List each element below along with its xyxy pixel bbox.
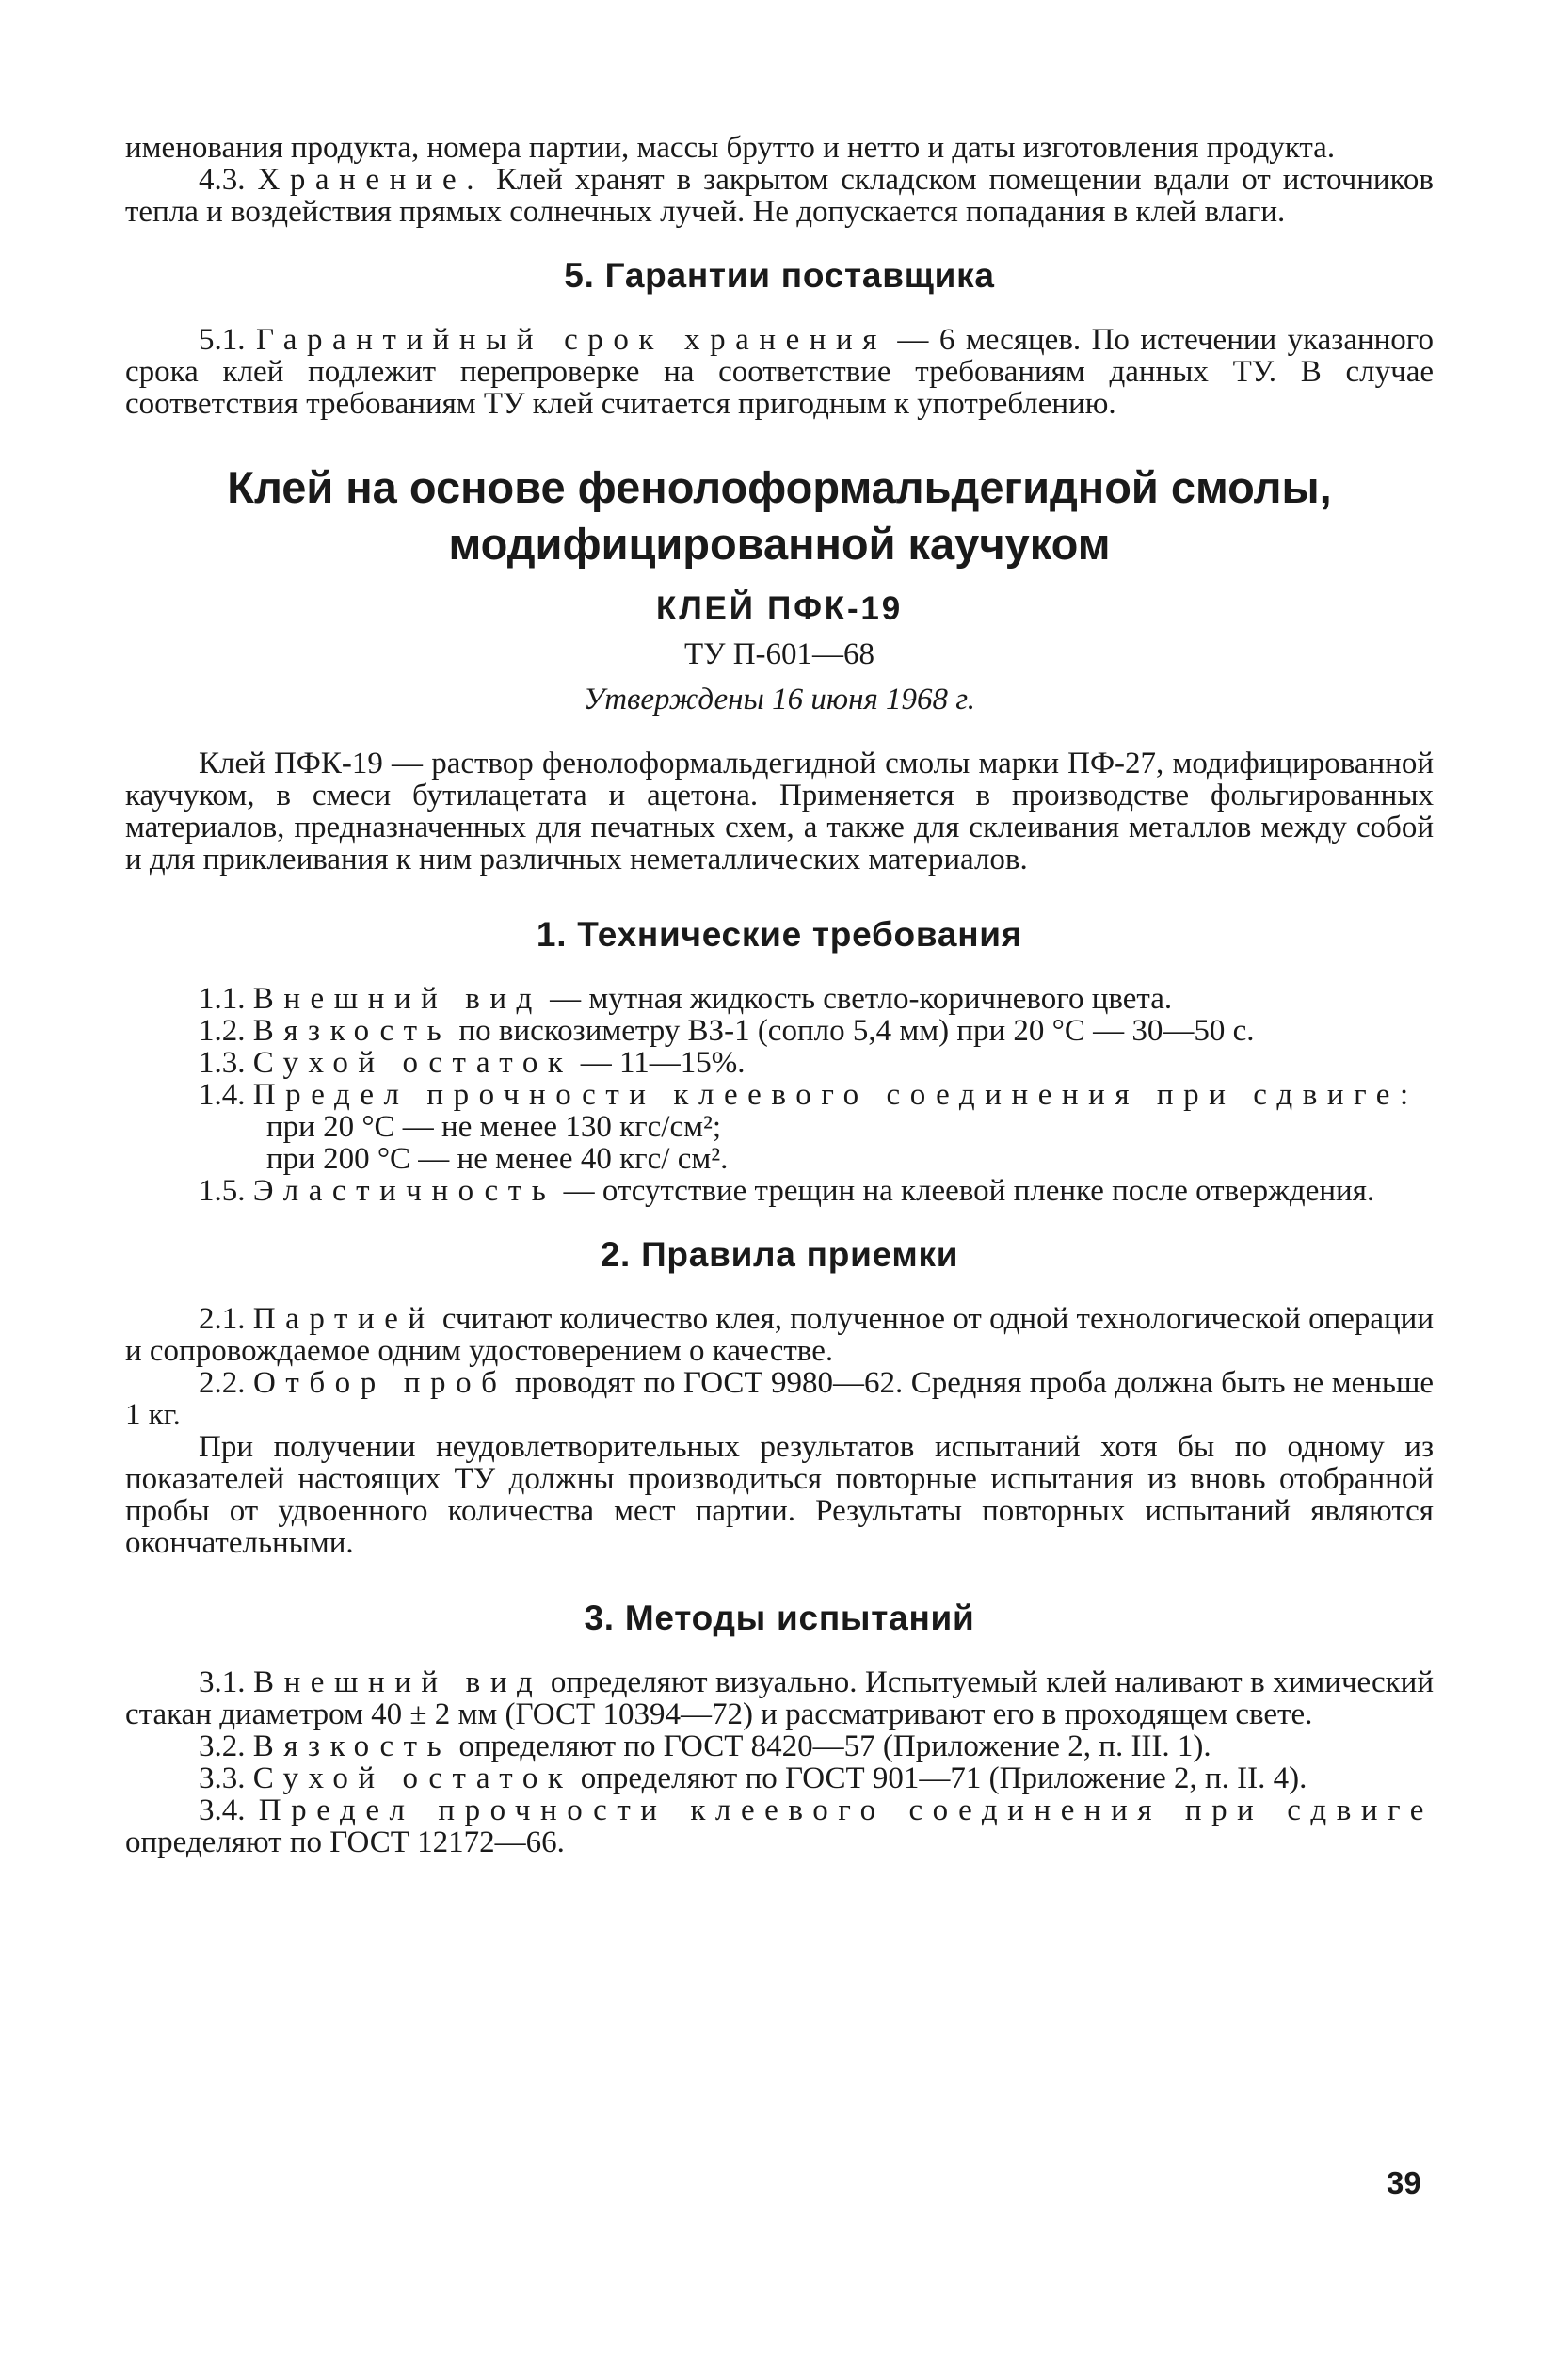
page-number: 39 bbox=[1387, 2165, 1421, 2200]
title-line-2: модифицированной каучуком bbox=[448, 519, 1111, 569]
glue-name: КЛЕЙ ПФК-19 bbox=[656, 590, 903, 627]
item-1-3: 1.3. Сухой остаток — 11—15%. bbox=[199, 1046, 746, 1080]
tu-number: ТУ П-601—68 bbox=[683, 637, 875, 671]
item-1-4-sub-1: при 20 °С — не менее 130 кгс/см²; bbox=[266, 1110, 722, 1144]
paragraph-5-1: 5.1. Гарантийный срок хранения — 6 месяцев. По истечении указанного срока клей подлежит перепроверке на соответствие требованиям данных ТУ. В случае соответствия требованиям ТУ клей считается пригодным к употреблению. bbox=[125, 323, 1435, 421]
section-2-title: 2. Правила приемки bbox=[600, 1235, 959, 1274]
document-page bbox=[125, 132, 1434, 1858]
approval-date: Утверждены 16 июня 1968 г. bbox=[583, 683, 975, 716]
item-3-4: 3.4. Предел прочности клеевого соединения при сдвиге определяют по ГОСТ 12172—66. bbox=[125, 1793, 1434, 1859]
item-2-2: 2.2. Отбор проб проводят по ГОСТ 9980—62. Средняя проба должна быть не меньше 1 кг. bbox=[125, 1366, 1435, 1432]
section-5-title: 5. Гарантии поставщика bbox=[564, 256, 995, 295]
continued-paragraph: именования продукта, номера партии, массы брутто и нетто и даты изготовления продукта. bbox=[125, 131, 1336, 165]
item-2-1: 2.1. Партией считают количество клея, полученное от одной технологической операции и сопровождаемое одним удостоверением о качестве. bbox=[125, 1302, 1434, 1368]
item-3-1: 3.1. Внешний вид определяют визуально. Испытуемый клей наливают в химический стакан диаметром 40 ± 2 мм (ГОСТ 10394—72) и рассматривают его в проходящем свете. bbox=[125, 1665, 1435, 1731]
item-3-2: 3.2. Вязкость определяют по ГОСТ 8420—57 (Приложение 2, п. III. 1). bbox=[199, 1729, 1211, 1763]
term-warranty: Гарантийный срок хранения bbox=[255, 323, 887, 357]
title-line-1: Клей на основе фенолоформальдегидной смолы, bbox=[227, 462, 1332, 512]
item-1-1: 1.1. Внешний вид — мутная жидкость светло-коричневого цвета. bbox=[199, 982, 1173, 1016]
item-1-5: 1.5. Эластичность — отсутствие трещин на клеевой пленке после отверждения. bbox=[199, 1174, 1375, 1208]
item-1-2: 1.2. Вязкость по вискозиметру ВЗ-1 (сопло 5,4 мм) при 20 °С — 30—50 с. bbox=[199, 1014, 1255, 1048]
retest-paragraph: При получении неудовлетворительных результатов испытаний хотя бы по одному из показателей настоящих ТУ должны производиться повторные испытания из вновь отобранной пробы от удвоенного количества мест партии. Результаты повторных испытаний являются окончательными. bbox=[125, 1430, 1434, 1560]
section-3-title: 3. Методы испытаний bbox=[584, 1599, 975, 1637]
document-title bbox=[125, 459, 1434, 572]
item-1-4: 1.4. Предел прочности клеевого соединения при сдвиге: bbox=[199, 1078, 1419, 1112]
paragraph-4-3: 4.3. Хранение. Клей хранят в закрытом складском помещении вдали от источников тепла и воздействия прямых солнечных лучей. Не допускается попадания в клей влаги. bbox=[125, 163, 1435, 229]
item-1-4-sub-2: при 200 °С — не менее 40 кгс/ см². bbox=[266, 1142, 729, 1176]
intro-paragraph: Клей ПФК-19 — раствор фенолоформальдегидной смолы марки ПФ-27, модифицированной каучуком, в смеси бутилацетата и ацетона. Применяется в производстве фольгированных материалов, предназначенных для печатных схем, а также для склеивания металлов между собой и для приклеивания к ним различных неметаллических материалов. bbox=[125, 747, 1434, 876]
item-3-3: 3.3. Сухой остаток определяют по ГОСТ 901—71 (Приложение 2, п. II. 4). bbox=[199, 1761, 1307, 1795]
section-1-title: 1. Технические требования bbox=[536, 915, 1023, 954]
term-storage: Хранение. bbox=[257, 163, 485, 197]
